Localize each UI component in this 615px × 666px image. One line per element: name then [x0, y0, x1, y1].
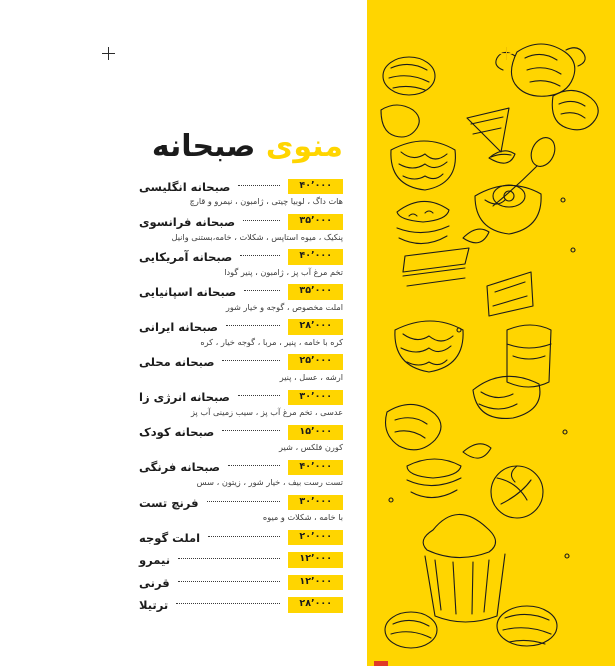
menu-item-name: صبحانه محلی: [139, 355, 215, 370]
leader-dots: [243, 219, 280, 221]
menu-item-name: صبحانه انرژی زا: [139, 390, 230, 405]
menu-item: [139, 390, 343, 418]
breakfast-food-illustration: [367, 0, 615, 666]
menu-item: [139, 179, 343, 207]
menu-item-name: صبحانه انگلیسی: [139, 179, 231, 194]
menu-item: [139, 319, 343, 347]
page-title-accent: منوی: [265, 129, 343, 164]
leader-dots: [226, 324, 280, 326]
leader-dots: [222, 429, 280, 431]
menu-item-price: ۳۰٬۰۰۰: [288, 495, 343, 510]
menu-item: [139, 495, 343, 523]
menu-item: [139, 597, 343, 612]
menu-item: [139, 425, 343, 453]
menu-item-price: ۱۲٬۰۰۰: [288, 575, 343, 590]
menu-item: [139, 214, 343, 242]
menu-item-description: ارشه ، عسل ، پنیر: [279, 371, 343, 382]
menu-item: [139, 460, 343, 488]
menu-item-name: صبحانه کودک: [139, 425, 215, 440]
menu-item-line: [139, 597, 343, 612]
menu-item-line: [139, 530, 343, 545]
page-title-main: صبحانه: [151, 129, 256, 164]
menu-item-line: [139, 390, 343, 405]
menu-item-line: [139, 575, 343, 590]
menu-item-line: [139, 425, 343, 440]
leader-dots: [178, 580, 281, 582]
menu-item-price: ۲۸٬۰۰۰: [288, 319, 343, 334]
menu-item-description: کره با خامه ، پنیر ، مربا ، گوجه خیار ، کره: [200, 336, 343, 347]
menu-item-line: [139, 552, 343, 567]
leader-dots: [244, 289, 280, 291]
menu-item: [139, 530, 343, 545]
leader-dots: [228, 464, 280, 466]
leader-dots: [240, 254, 280, 256]
menu-item-price: ۲۰٬۰۰۰: [288, 530, 343, 545]
menu-item-line: [139, 214, 343, 229]
menu-item-description: تخم مرغ آب پز ، ژامبون ، پنیر گودا: [224, 266, 343, 277]
menu-item-line: [139, 319, 343, 334]
page-title: [139, 130, 343, 163]
menu-item-line: [139, 460, 343, 475]
menu-item-name: املت گوجه: [139, 530, 201, 545]
menu-item-name: صبحانه اسپانیایی: [139, 285, 237, 299]
menu-item: [139, 575, 343, 590]
menu-item-price: ۴۰٬۰۰۰: [288, 249, 343, 264]
menu-item-description: پنکیک ، میوه استاپس ، شکلات ، خامه،بستنی وانیل: [171, 231, 343, 242]
menu-item-name: ترتیلا: [139, 597, 169, 612]
breakfast-menu: [139, 130, 343, 620]
menu-item-description: تست رست بیف ، خیار شور ، زیتون ، سس: [196, 477, 343, 488]
crop-mark-top-left: [102, 47, 115, 60]
menu-item-line: [139, 249, 343, 264]
menu-item-price: ۲۸٬۰۰۰: [288, 597, 343, 612]
menu-item-price: ۱۵٬۰۰۰: [288, 425, 343, 440]
leader-dots: [238, 184, 280, 186]
menu-item-line: [139, 495, 343, 510]
menu-item: [139, 552, 343, 567]
menu-item-description: املت مخصوص ، گوجه و خیار شور: [225, 301, 343, 312]
menu-item-price: ۴۰٬۰۰۰: [288, 460, 343, 475]
menu-item-price: ۳۵٬۰۰۰: [288, 214, 343, 229]
leader-dots: [178, 557, 280, 559]
menu-item-description: عدسی ، تخم مرغ آب پز ، سیب زمینی آب پز: [190, 407, 343, 417]
leader-dots: [208, 535, 280, 537]
menu-item-name: صبحانه آمریکایی: [139, 249, 233, 264]
menu-item-price: ۳۵٬۰۰۰: [288, 284, 343, 299]
menu-item-price: ۱۲٬۰۰۰: [288, 552, 343, 567]
menu-item-name: صبحانه ایرانی: [139, 320, 219, 335]
menu-item-price: ۲۵٬۰۰۰: [288, 354, 343, 369]
menu-item: [139, 354, 343, 382]
menu-item-line: [139, 284, 343, 299]
menu-item-name: نیمرو: [139, 553, 171, 568]
menu-item-price: ۴۰٬۰۰۰: [288, 179, 343, 194]
leader-dots: [176, 602, 280, 604]
menu-item-price: ۳۰٬۰۰۰: [288, 390, 343, 405]
leader-dots: [238, 394, 281, 396]
leader-dots: [222, 359, 280, 361]
menu-item-name: صبحانه فرانسوی: [139, 214, 236, 229]
menu-item-description: با خامه ، شکلات و میوه: [262, 512, 343, 523]
menu-item-line: [139, 179, 343, 194]
menu-item-name: قرنی: [139, 575, 170, 590]
menu-item-line: [139, 354, 343, 369]
yellow-illustration-panel: [367, 0, 615, 666]
red-registration-mark: [374, 661, 388, 666]
menu-item-description: هات داگ ، لوبیا چیتی ، ژامبون ، نیمرو و قارچ: [189, 196, 343, 207]
leader-dots: [207, 500, 281, 502]
menu-item: [139, 284, 343, 312]
menu-item-description: کورن فلکس ، شیر: [279, 442, 343, 453]
menu-item-name: فرنچ تست: [139, 495, 199, 510]
menu-item: [139, 249, 343, 277]
menu-item-list: [139, 179, 343, 613]
menu-item-name: صبحانه فرنگی: [139, 460, 221, 475]
